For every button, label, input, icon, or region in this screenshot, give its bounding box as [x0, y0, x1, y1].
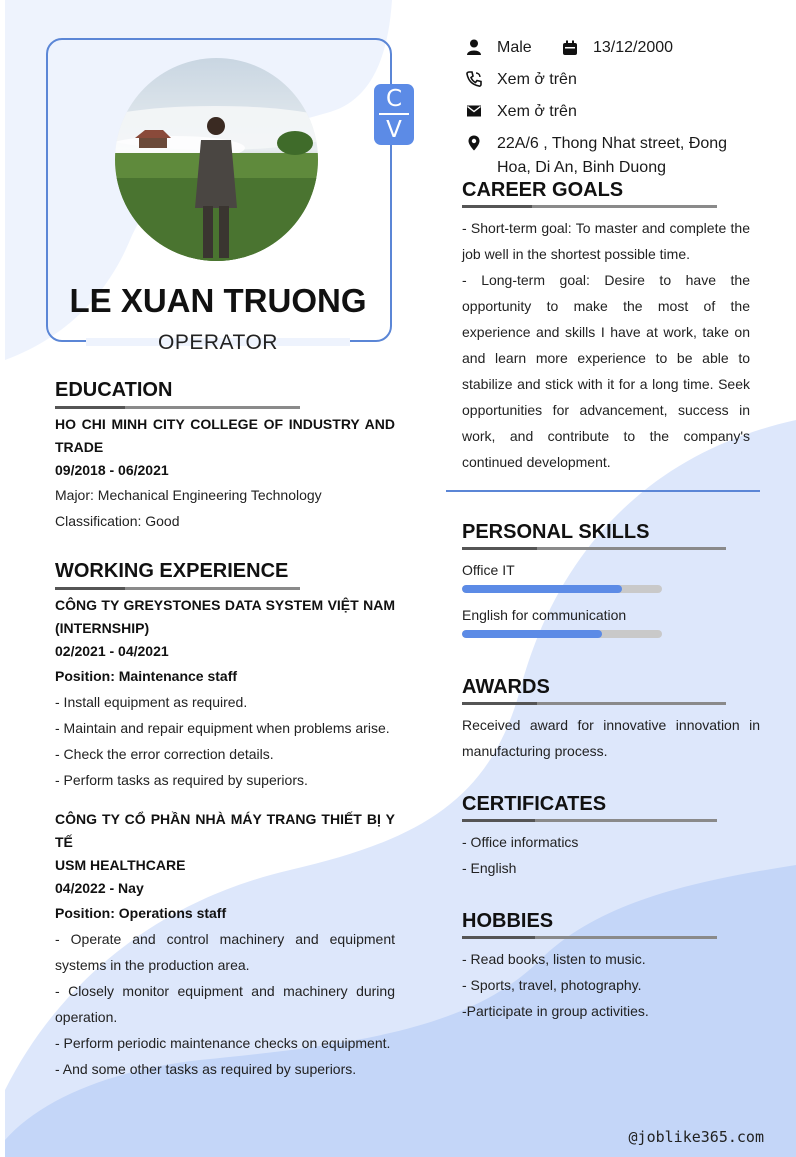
education-block [55, 413, 395, 534]
career-goals-heading: CAREER GOALS [462, 179, 624, 201]
hobby-item: -Participate in group activities. [462, 1003, 649, 1019]
email-text: Xem ở trên [497, 103, 577, 120]
job-task: - Closely monitor equipment and machinery during [55, 983, 395, 999]
job-task: - Install equipment as required. [55, 694, 248, 710]
awards-line-2: manufacturing process. [462, 743, 608, 759]
job-task: - Check the error correction details. [55, 746, 274, 762]
job-task: - And some other tasks as required by superiors. [55, 1061, 357, 1077]
education-classification: Classification: Good [55, 513, 180, 529]
job-entry [55, 594, 395, 793]
hobbies-rule [462, 936, 717, 939]
candidate-name: LE XUAN TRUONG [69, 282, 367, 319]
hobby-item: - Read books, listen to music. [462, 951, 646, 967]
job-task: - Perform tasks as required by superiors. [55, 772, 308, 788]
job-position: Position: Operations staff [55, 905, 227, 921]
job-company-line-2: USM HEALTHCARE [55, 857, 186, 873]
certificates-heading: CERTIFICATES [462, 793, 607, 815]
user-icon [466, 39, 482, 55]
job-period: 02/2021 - 04/2021 [55, 643, 169, 659]
hobbies-list [462, 946, 649, 1024]
career-goal-line: stabilize and stick with it for a long time. Seek [462, 376, 750, 392]
cv-badge-letter-v: V [386, 117, 402, 143]
education-period: 09/2018 - 06/2021 [55, 462, 169, 478]
address-line-1: 22A/6 , Thong Nhat street, Đong [497, 135, 728, 152]
career-goal-line: job well in the shortest possible time. [462, 246, 690, 262]
awards-rule [462, 702, 726, 705]
hobbies-heading: HOBBIES [462, 910, 554, 932]
skill-label-office-it: Office IT [462, 562, 515, 578]
career-goal-line: continued development. [462, 454, 611, 470]
education-heading: EDUCATION [55, 379, 173, 401]
career-goal-line: opportunity to make the most of the [462, 298, 750, 314]
profile-photo [115, 58, 318, 261]
career-goal-line: and learn more experience to be able to [462, 350, 750, 366]
date-of-birth-text: 13/12/2000 [593, 39, 674, 56]
cv-badge-letter-c: C [385, 86, 403, 112]
phone-icon [466, 71, 482, 87]
certificates-rule [462, 819, 717, 822]
school-name-line-2: TRADE [55, 439, 104, 455]
certificate-item: - Office informatics [462, 834, 579, 850]
certificates-list [462, 829, 578, 881]
map-pin-icon [466, 135, 482, 151]
job-entry [55, 808, 395, 1082]
skill-bar-office-it [462, 585, 662, 593]
awards-text [462, 712, 760, 764]
awards-line-1: Received award for innovative innovation in [462, 717, 760, 733]
footer-watermark: @joblike365.com [628, 1128, 764, 1146]
skill-bar-fill [462, 585, 622, 593]
career-goal-line: - Short-term goal: To master and complete the [462, 220, 750, 236]
job-task: systems in the production area. [55, 957, 250, 973]
address-line-2: Hoa, Di An, Binh Duong [497, 159, 666, 176]
education-major: Major: Mechanical Engineering Technology [55, 487, 322, 503]
skill-bar-fill [462, 630, 602, 638]
experience-heading: WORKING EXPERIENCE [55, 560, 289, 582]
envelope-icon [466, 103, 482, 119]
job-task: - Operate and control machinery and equipment [55, 931, 395, 947]
career-goals-rule [462, 205, 717, 208]
personal-skills-rule [462, 547, 726, 550]
skill-label-english: English for communication [462, 607, 627, 623]
career-goal-line: work, and contribute to the company's [462, 428, 750, 444]
awards-heading: AWARDS [462, 676, 550, 698]
calendar-icon [562, 40, 578, 56]
skill-bar-english [462, 630, 662, 638]
job-company-line-1: CÔNG TY CỔ PHẦN NHÀ MÁY TRANG THIẾT BỊ Y TẾ [55, 811, 395, 850]
personal-skills-heading: PERSONAL SKILLS [462, 521, 650, 543]
job-task: - Perform periodic maintenance checks on equipment. [55, 1035, 391, 1051]
job-company-line-1: CÔNG TY GREYSTONES DATA SYSTEM VIỆT NAM [55, 597, 395, 613]
school-name-line-1: HO CHI MINH CITY COLLEGE OF INDUSTRY AND [55, 416, 395, 432]
career-goal-line: opportunities for advancement, success in [462, 402, 750, 418]
job-company-line-2: (INTERNSHIP) [55, 620, 150, 636]
job-position: Position: Maintenance staff [55, 668, 238, 684]
phone-text: Xem ở trên [497, 71, 577, 88]
career-goal-line: - Long-term goal: Desire to have the [462, 272, 750, 288]
candidate-title: OPERATOR [158, 331, 278, 354]
job-task: operation. [55, 1009, 118, 1025]
certificate-item: - English [462, 860, 517, 876]
cv-badge [374, 84, 414, 145]
gender-text: Male [497, 39, 532, 56]
job-period: 04/2022 - Nay [55, 880, 144, 896]
career-goals-text [462, 215, 750, 475]
section-divider [446, 490, 760, 492]
education-rule [55, 406, 300, 409]
cv-badge-divider [379, 113, 409, 115]
experience-rule [55, 587, 300, 590]
career-goal-line: experience and skills I have at work, take on [462, 324, 750, 340]
job-task: - Maintain and repair equipment when problems arise. [55, 720, 390, 736]
hobby-item: - Sports, travel, photography. [462, 977, 642, 993]
